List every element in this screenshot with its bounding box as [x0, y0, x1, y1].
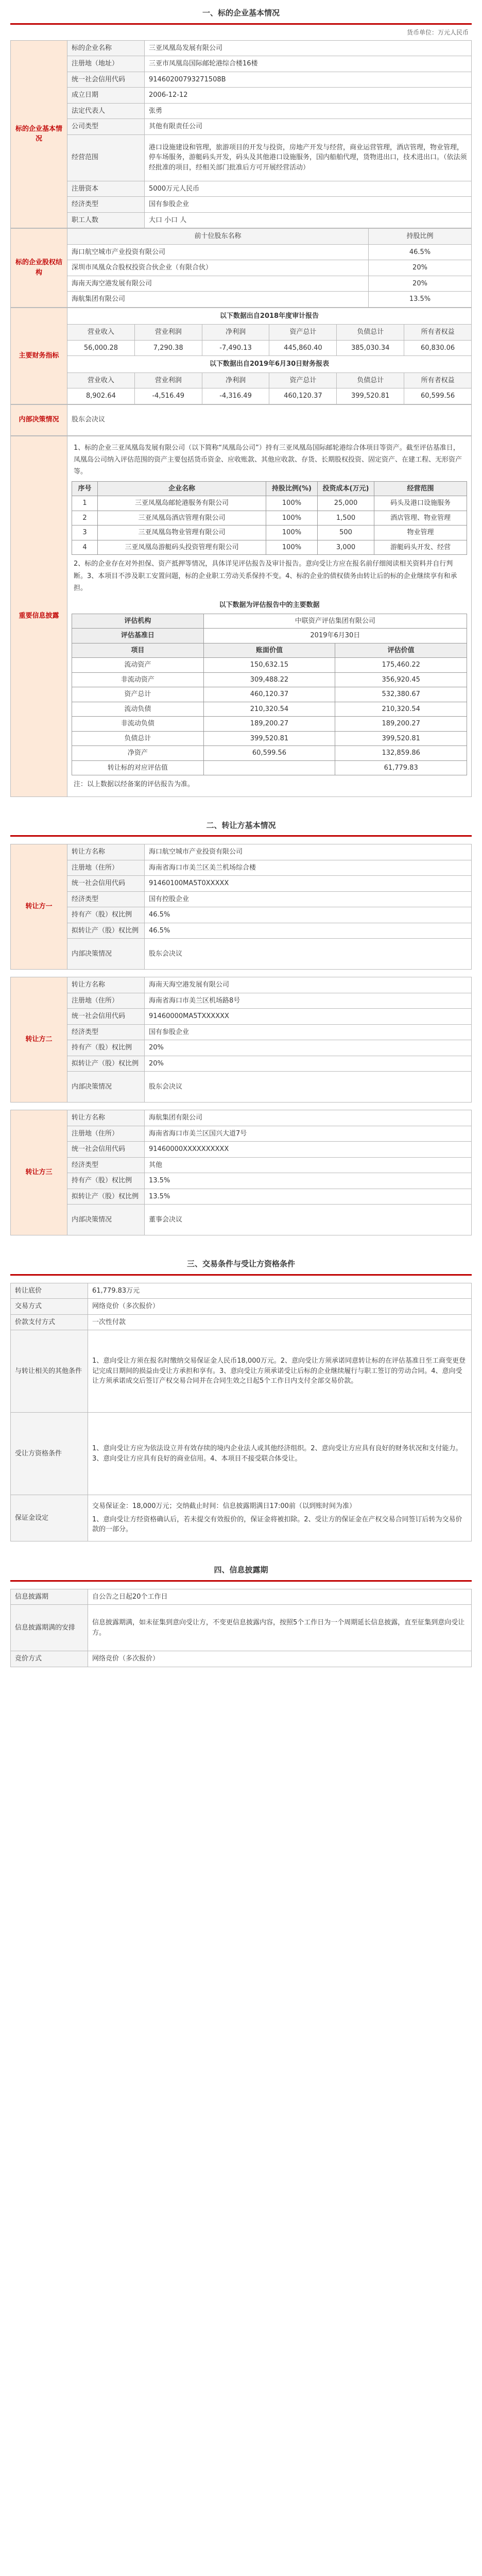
financial-table: [10, 308, 472, 404]
field-value: 网络竞价（多次报价）: [88, 1299, 472, 1315]
financial-value: 399,520.81: [337, 388, 404, 404]
field-label: 竞价方式: [11, 1651, 88, 1667]
field-value: 海航集团有限公司: [145, 1110, 472, 1126]
disclosure-body: 2、标的企业存在对外担保、资产抵押等情况，具体详见评估报告及审计报告。意向受让方应在报名前仔细阅读相关资料并自行判断。3、本项目不涉及职工安置问题，标的企业职工劳动关系保持不变。4、标的企业的债权债务由转让后的标的企业继续享有和承担。: [74, 560, 457, 592]
field-label: 统一社会信用代码: [67, 876, 145, 892]
field-label: 内部决策情况: [67, 1072, 145, 1103]
field-label: 职工人数: [67, 212, 145, 228]
field-label: 经济类型: [67, 1157, 145, 1173]
section-title: 一、标的企业基本情况: [10, 0, 472, 25]
field-value: 91460000XXXXXXXXXX: [145, 1142, 472, 1158]
field-value: 46.5%: [145, 923, 472, 939]
financial-value: 60,599.56: [404, 388, 472, 404]
field-label: 交易方式: [11, 1299, 88, 1315]
field-label: 持有产（股）权比例: [67, 907, 145, 923]
column-header: 净利润: [202, 325, 269, 341]
shareholder-name: 深圳市凤凰众合股权投资合伙企业（有限合伙）: [67, 260, 369, 276]
field-value: 网络竞价（多次报价）: [88, 1651, 472, 1667]
column-header: 所有者权益: [404, 325, 472, 341]
shareholder-ratio: 13.5%: [369, 292, 472, 308]
cell: 非流动负债: [72, 717, 204, 732]
field-value: 2006-12-12: [145, 88, 472, 104]
field-value: 5000万元人民币: [145, 181, 472, 197]
table-row: [72, 746, 467, 761]
column-header: 经营范围: [374, 481, 467, 496]
field-label: 法定代表人: [67, 103, 145, 119]
cell: 三亚凤凰岛游艇码头投资管理有限公司: [98, 540, 266, 555]
disclosure-intro: 1、标的企业三亚凤凰岛发展有限公司（以下简称“凤凰岛公司”）持有三亚凤凰岛国际邮轮港综合体项目等资产。截至评估基准日，凤凰岛公司纳入评估范围的资产主要包括货币资金、应收账款、其他应收款、存货、长期股权投资、固定资产、在建工程、无形资产等。: [74, 444, 462, 476]
cell: 100%: [266, 496, 318, 511]
cell: 2: [72, 511, 98, 526]
cell: 净资产: [72, 746, 204, 761]
field-value: 1、意向受让方应为依法设立并有效存续的境内企业法人或其他经济组织。2、意向受让方应具有良好的财务状况和支付能力。3、意向受让方应具有良好的商业信用。4、本项目不接受联合体受让。: [88, 1413, 472, 1495]
column-header: 前十位股东名称: [67, 229, 369, 245]
cell: 1: [72, 496, 98, 511]
group-label: 转让方三: [11, 1110, 67, 1235]
financial-value: -4,316.49: [202, 388, 269, 404]
financial-value: 60,830.06: [404, 340, 472, 356]
transferor-table-1: [10, 844, 472, 970]
cell: 码头及港口设施服务: [374, 496, 467, 511]
transferor-table-2: [10, 977, 472, 1103]
column-header: 营业利润: [134, 372, 202, 388]
target-basic-table: [10, 40, 472, 229]
field-value: 三亚市凤凰岛国际邮轮港综合楼16楼: [145, 56, 472, 72]
column-header: 营业收入: [67, 372, 135, 388]
shareholder-name: 海口航空城市产业投资有限公司: [67, 244, 369, 260]
field-label: 经济类型: [67, 197, 145, 213]
shareholder-ratio: 46.5%: [369, 244, 472, 260]
group-label: 标的企业基本情况: [11, 40, 67, 228]
financial-value: 445,860.40: [269, 340, 337, 356]
field-value: 港口设施建设和管理，旅游项目的开发与投资，房地产开发与经营，商业运营管理，酒店管理，物业管理，停车场服务，游艇码头开发，码头及其他港口设施服务，国内船舶代理，货物进出口，技术进出口。（依法须经批准的项目，经相关部门批准后方可开展经营活动）: [145, 134, 472, 181]
cell: 负债总计: [72, 731, 204, 746]
cell: 100%: [266, 540, 318, 555]
cell: 309,488.22: [203, 672, 335, 687]
cell: 100%: [266, 526, 318, 540]
cell: 60,599.56: [203, 746, 335, 761]
shareholder-name: 海航集团有限公司: [67, 292, 369, 308]
field-value: 国有参股企业: [145, 197, 472, 213]
evaluation-table: [72, 614, 467, 776]
field-label: 注册地（住所）: [67, 993, 145, 1009]
table-row: [72, 731, 467, 746]
cell: 460,120.37: [203, 687, 335, 702]
field-value: 一次性付款: [88, 1314, 472, 1330]
field-label: 统一社会信用代码: [67, 1009, 145, 1025]
cell: 4: [72, 540, 98, 555]
field-value: 自公告之日起20个工作日: [88, 1589, 472, 1605]
column-header: 账面价值: [203, 643, 335, 658]
group-label: 转让方一: [11, 844, 67, 970]
column-header: 营业利润: [134, 325, 202, 341]
shareholder-ratio: 20%: [369, 260, 472, 276]
field-value: 20%: [145, 1056, 472, 1072]
field-value: 董事会决议: [145, 1205, 472, 1235]
field-label: 经济类型: [67, 891, 145, 907]
cell: 25,000: [318, 496, 374, 511]
financial-value: 385,030.34: [337, 340, 404, 356]
field-value: 海南天海空港发展有限公司: [145, 977, 472, 993]
field-value: 1、意向受让方须在报名时缴纳交易保证金人民币18,000万元。2、意向受让方须承诺同意转让标的在评估基准日至工商变更登记完成日期间的损益由受让方承担和享有。3、意向受让方须承诺受让后标的企业继续履行与职工签订的劳动合同。4、意向受让方须承诺成交后签订产权交易合同并在合同生效之日起5个工作日内支付全部交易价款。: [88, 1330, 472, 1413]
cell: 100%: [266, 511, 318, 526]
column-header: 资产总计: [269, 372, 337, 388]
cell: 500: [318, 526, 374, 540]
financial-period: 以下数据出自2018年度审计报告: [67, 308, 472, 325]
field-value: 91460000MA5TXXXXXX: [145, 1009, 472, 1025]
field-label: 转让方名称: [67, 977, 145, 993]
field-label: 价款支付方式: [11, 1314, 88, 1330]
field-value: 海南省海口市美兰区美兰机场综合楼: [145, 860, 472, 876]
field-label: 信息披露期满的安排: [11, 1605, 88, 1651]
cell: 非流动资产: [72, 672, 204, 687]
field-value: 大口 小口 人: [145, 212, 472, 228]
table-row: [72, 658, 467, 673]
table-row: [72, 540, 467, 555]
column-header: 持股比例: [369, 229, 472, 245]
column-header: 持股比例(%): [266, 481, 318, 496]
cell: 150,632.15: [203, 658, 335, 673]
field-value: 13.5%: [145, 1173, 472, 1189]
column-header: 所有者权益: [404, 372, 472, 388]
field-value: 46.5%: [145, 907, 472, 923]
cell: 资产总计: [72, 687, 204, 702]
group-label: 转让方二: [11, 977, 67, 1103]
cell: 3,000: [318, 540, 374, 555]
cell: 399,520.81: [335, 731, 467, 746]
field-label: 拟转让产（股）权比例: [67, 1056, 145, 1072]
shareholder-table: [10, 228, 472, 308]
field-label: 注册资本: [67, 181, 145, 197]
shareholder-name: 海南天海空港发展有限公司: [67, 276, 369, 292]
field-value: 国有控股企业: [145, 891, 472, 907]
field-label: 经营范围: [67, 134, 145, 181]
cell: 流动资产: [72, 658, 204, 673]
field-value: 91460100MA5T0XXXXX: [145, 876, 472, 892]
column-header: 净利润: [202, 372, 269, 388]
deposit-rule: 1、意向受让方经资格确认后，若未提交有效报价的，保证金将被扣除。2、受让方的保证金在产权交易合同签订后转为交易价款的一部分。: [92, 1515, 462, 1534]
field-label: 拟转让产（股）权比例: [67, 1189, 145, 1205]
column-header: 项目: [72, 643, 204, 658]
field-value: 20%: [145, 1040, 472, 1056]
field-value: 股东会决议: [145, 939, 472, 970]
eval-org: 中联资产评估集团有限公司: [203, 614, 467, 629]
field-value: 股东会决议: [145, 1072, 472, 1103]
financial-value: -4,516.49: [134, 388, 202, 404]
field-label: 公司类型: [67, 119, 145, 135]
deposit-value: 交易保证金：18,000万元；交纳截止时间：信息披露期满日17:00前（以到账时间为准）: [92, 1502, 356, 1511]
cell: 三亚凤凰岛物业管理有限公司: [98, 526, 266, 540]
cell: 210,320.54: [335, 702, 467, 717]
financial-value: 460,120.37: [269, 388, 337, 404]
group-label: 内部决策情况: [11, 404, 67, 435]
field-value: 61,779.83万元: [88, 1283, 472, 1299]
section-title: 二、转让方基本情况: [10, 812, 472, 837]
field-label: 经济类型: [67, 1024, 145, 1040]
cell: 399,520.81: [203, 731, 335, 746]
financial-value: 8,902.64: [67, 388, 135, 404]
field-value: 91460200793271508B: [145, 72, 472, 88]
table-row: [72, 687, 467, 702]
decision-value: 股东会决议: [67, 404, 472, 435]
field-value: 海南省海口市美兰区机场路8号: [145, 993, 472, 1009]
financial-value: -7,490.13: [202, 340, 269, 356]
section-title: 四、信息披露期: [10, 1557, 472, 1582]
field-label: 持有产（股）权比例: [67, 1040, 145, 1056]
field-label: 持有产（股）权比例: [67, 1173, 145, 1189]
field-label: 拟转让产（股）权比例: [67, 923, 145, 939]
cell: 三亚凤凰岛邮轮港服务有限公司: [98, 496, 266, 511]
field-label: 标的企业名称: [67, 40, 145, 56]
field-value: 三亚凤凰岛发展有限公司: [145, 40, 472, 56]
column-header: 资产总计: [269, 325, 337, 341]
cell: 189,200.27: [203, 717, 335, 732]
field-label: 信息披露期: [11, 1589, 88, 1605]
field-label: 内部决策情况: [67, 939, 145, 970]
field-label: 转让方名称: [67, 844, 145, 860]
table-row: [72, 717, 467, 732]
field-label: 受让方资格条件: [11, 1413, 88, 1495]
field-label: 转让方名称: [67, 1110, 145, 1126]
section-title: 三、交易条件与受让方资格条件: [10, 1251, 472, 1276]
cell: 游艇码头开发、经营: [374, 540, 467, 555]
field-value: 张勇: [145, 103, 472, 119]
column-header: 营业收入: [67, 325, 135, 341]
field-label: 统一社会信用代码: [67, 1142, 145, 1158]
group-label: 标的企业股权结构: [11, 229, 67, 308]
field-label: 转让底价: [11, 1283, 88, 1299]
table-row: [72, 526, 467, 540]
cell: 1,500: [318, 511, 374, 526]
evaluation-note: 注：以上数据以经备案的评估报告为准。: [74, 781, 195, 789]
cell: [203, 760, 335, 775]
cell: 132,859.86: [335, 746, 467, 761]
cell: 三亚凤凰岛酒店管理有限公司: [98, 511, 266, 526]
cell: 61,779.83: [335, 760, 467, 775]
field-label: 注册地（住所）: [67, 860, 145, 876]
field-label: 统一社会信用代码: [67, 72, 145, 88]
field-label: 成立日期: [67, 88, 145, 104]
column-header: 评估价值: [335, 643, 467, 658]
field-value: 信息披露期满，如未征集到意向受让方，不变更信息披露内容，按照5个工作日为一个周期延长信息披露，直至征集到意向受让方。: [88, 1605, 472, 1651]
table-row: [72, 672, 467, 687]
disclosure-table: [10, 436, 472, 797]
field-value: 其他: [145, 1157, 472, 1173]
eval-basis: 2019年6月30日: [203, 629, 467, 643]
field-value: 海南省海口市美兰区国兴大道7号: [145, 1126, 472, 1142]
financial-period: 以下数据出自2019年6月30日财务报表: [67, 356, 472, 373]
table-row: [72, 496, 467, 511]
table-row: [72, 760, 467, 775]
decision-table: [10, 404, 472, 436]
field-value: 其他有限责任公司: [145, 119, 472, 135]
cell: 356,920.45: [335, 672, 467, 687]
field-value: 海口航空城市产业投资有限公司: [145, 844, 472, 860]
cell: 189,200.27: [335, 717, 467, 732]
transferor-table-3: [10, 1110, 472, 1235]
table-row: [72, 511, 467, 526]
column-header: 序号: [72, 481, 98, 496]
cell: 3: [72, 526, 98, 540]
field-value: 国有参股企业: [145, 1024, 472, 1040]
cell: 532,380.67: [335, 687, 467, 702]
cell: 210,320.54: [203, 702, 335, 717]
column-header: 企业名称: [98, 481, 266, 496]
cell: 物业管理: [374, 526, 467, 540]
column-header: 负债总计: [337, 325, 404, 341]
currency-unit: 货币单位：万元人民币: [406, 28, 469, 36]
cell: 转让标的对应评估值: [72, 760, 204, 775]
field-label: 保证金设定: [11, 1495, 88, 1541]
field-label: 内部决策情况: [67, 1205, 145, 1235]
disclosure-period-table: [10, 1589, 472, 1667]
cell: 流动负债: [72, 702, 204, 717]
eval-org-label: 评估机构: [72, 614, 204, 629]
cell: 175,460.22: [335, 658, 467, 673]
field-label: 与转让相关的其他条件: [11, 1330, 88, 1413]
eval-basis-label: 评估基准日: [72, 629, 204, 643]
financial-value: 56,000.28: [67, 340, 135, 356]
transaction-conditions-table: [10, 1283, 472, 1542]
subsidiary-table: [72, 481, 467, 555]
shareholder-ratio: 20%: [369, 276, 472, 292]
table-row: [72, 702, 467, 717]
group-label: 重要信息披露: [11, 436, 67, 796]
group-label: 主要财务指标: [11, 308, 67, 404]
field-value: 13.5%: [145, 1189, 472, 1205]
field-label: 注册地（住所）: [67, 1126, 145, 1142]
field-label: 注册地（地址）: [67, 56, 145, 72]
cell: 酒店管理、物业管理: [374, 511, 467, 526]
column-header: 投资成本(万元): [318, 481, 374, 496]
financial-value: 7,290.38: [134, 340, 202, 356]
evaluation-title: 以下数据为评估报告中的主要数据: [219, 601, 320, 609]
column-header: 负债总计: [337, 372, 404, 388]
